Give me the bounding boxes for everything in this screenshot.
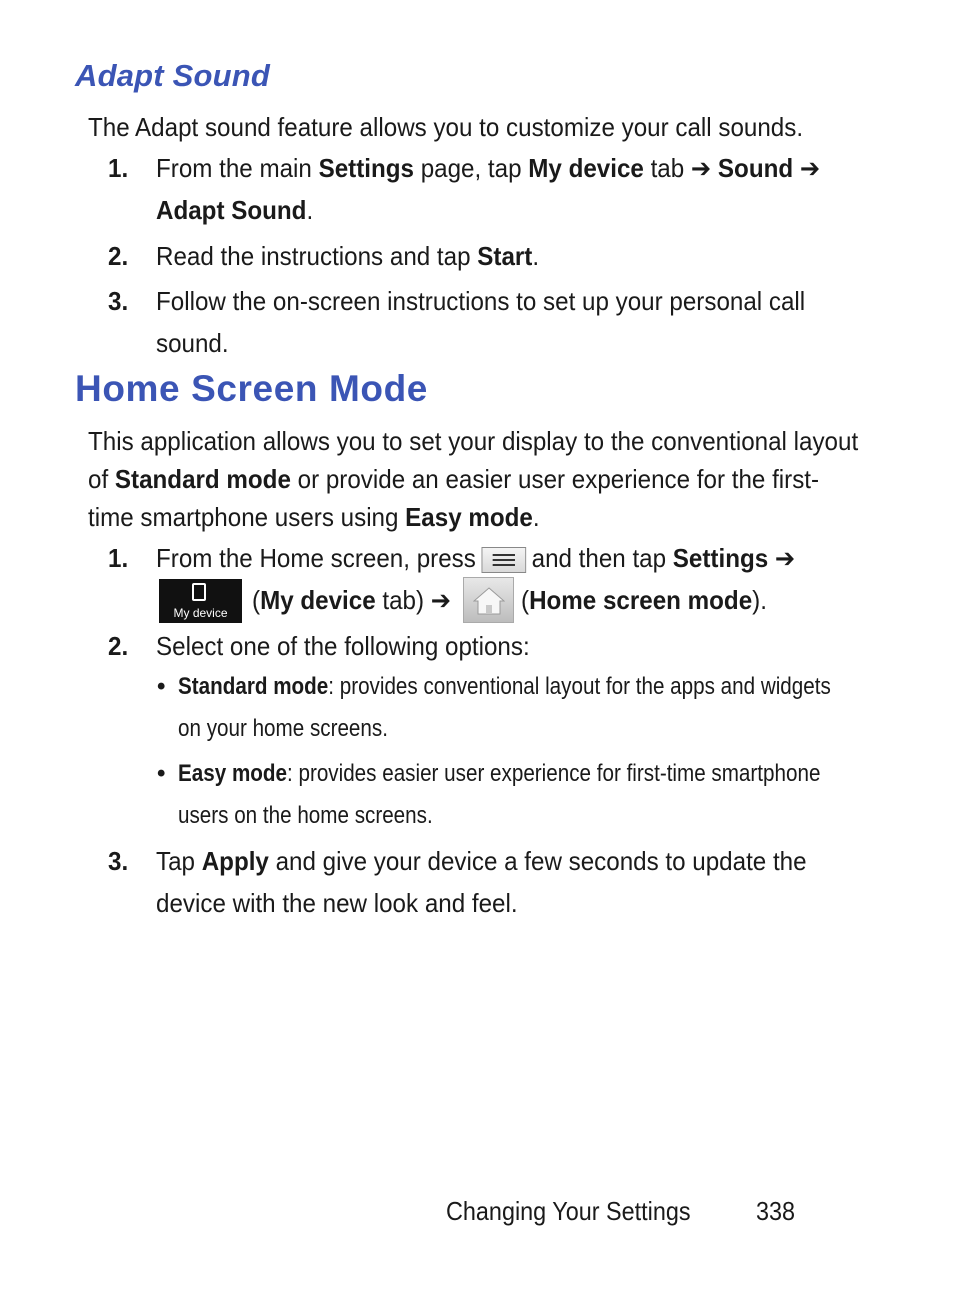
- step-number: 1.: [108, 153, 129, 183]
- step-text: Tap Apply and give your device a few seconds to update the device with the new look and feel.: [156, 846, 807, 918]
- arrow-icon: ➔: [799, 153, 821, 183]
- home-screen-mode-text: (Home screen mode).: [521, 585, 767, 615]
- device-glyph-icon: [192, 583, 206, 601]
- step-text: From the main Settings page, tap My device tab ➔ Sound ➔ Adapt Sound.: [156, 153, 821, 225]
- option-text: Standard mode: provides conventional layout for the apps and widgets on your home screens.: [178, 673, 831, 742]
- home-icon: [463, 577, 514, 623]
- adapt-sound-intro: The Adapt sound feature allows you to customize your call sounds.: [88, 112, 804, 142]
- page-number: 338: [756, 1196, 796, 1226]
- menu-key-icon: [481, 547, 526, 573]
- step-number: 2.: [108, 631, 129, 661]
- bullet-icon: •: [157, 760, 166, 787]
- my-device-tile-label: My device: [173, 606, 228, 620]
- step-number: 3.: [108, 286, 129, 316]
- section-title-adapt-sound: Adapt Sound: [75, 58, 271, 93]
- option-text: Easy mode: provides easier user experience for first-time smartphone users on the home screens.: [178, 760, 821, 829]
- my-device-tab-text: (My device tab) ➔: [252, 585, 452, 615]
- step-number: 3.: [108, 846, 129, 876]
- step-text: From the Home screen, press and then tap Settings ➔: [156, 543, 796, 573]
- arrow-icon: ➔: [430, 585, 452, 615]
- house-glyph-icon: [473, 586, 505, 616]
- step-number: 1.: [108, 543, 129, 573]
- arrow-icon: ➔: [774, 543, 796, 573]
- step-text: Read the instructions and tap Start.: [156, 241, 540, 271]
- arrow-icon: ➔: [690, 153, 712, 183]
- bullet-icon: •: [157, 673, 166, 700]
- step-number: 2.: [108, 241, 129, 271]
- step-text: Select one of the following options:: [156, 631, 530, 661]
- section-title-home-screen-mode: Home Screen Mode: [75, 368, 428, 409]
- my-device-icon: [159, 579, 242, 623]
- home-screen-mode-intro: This application allows you to set your display to the conventional layout of Standard mode or provide an easier user experience for the first-time smartphone users using Easy mode.: [88, 426, 859, 532]
- step-text: Follow the on-screen instructions to set up your personal call sound.: [156, 286, 806, 358]
- footer-chapter-title: Changing Your Settings: [446, 1196, 691, 1226]
